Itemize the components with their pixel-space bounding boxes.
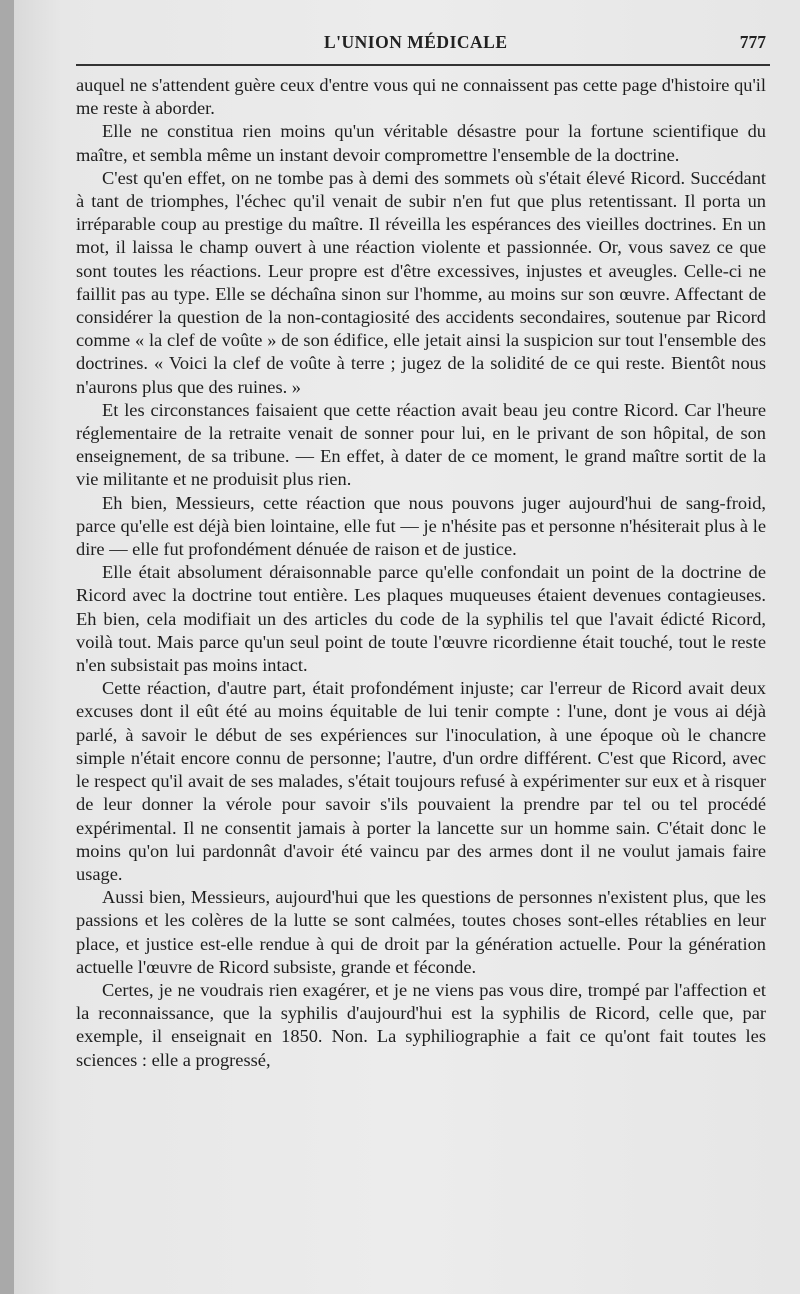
paragraph: C'est qu'en effet, on ne tombe pas à demi des sommets où s'était élevé Ricord. Succédant à tant de triomphes, l'échec qu'il venait de subir n'en fut que plus retentissant. Il porta un irréparable coup au prestige du maître. Il réveilla les espérances des vieilles doctrines. En un mot, il laissa le champ ouvert à une réaction violente et passionnée. Or, vous savez ce que sont toutes les réactions. Leur propre est d'être excessives, injustes et aveugles. Celle-ci ne faillit pas au type. Elle se déchaîna sinon sur l'homme, au moins sur son œuvre. Affectant de considérer la question de la non-contagiosité des accidents secondaires, soutenue par Ricord comme « la clef de voûte » de son édifice, elle jetait ainsi la suspicion sur tout l'ensemble des doctrines. « Voici la clef de voûte à terre ; jugez de la solidité de ce qui reste. Bientôt nous n'aurons plus que des ruines. » <box>76 167 766 397</box>
page-number: 777 <box>739 32 766 52</box>
paragraph: Elle était absolument déraisonnable parce qu'elle confondait un point de la doctrine de Ricord avec la doctrine tout entière. Les plaques muqueuses étaient devenues contagieuses. Eh bien, cela modifiait un des articles du code de la syphilis tel que l'avait édicté Ricord, voilà tout. Mais parce qu'un seul point de toute l'œuvre ricordienne était touché, tout le reste n'en subsistait pas moins intact. <box>76 562 766 676</box>
document-page <box>14 0 800 1294</box>
paragraph: Cette réaction, d'autre part, était profondément injuste; car l'erreur de Ricord avait deux excuses dont il eût été au moins équitable de lui tenir compte : l'une, dont je vous ai déjà parlé, à savoir le début de ses expériences sur l'inoculation, à une époque où le chancre simple n'était encore connu de personne; l'autre, d'un ordre différent. C'est que Ricord, avec le respect qu'il avait de ses malades, s'était toujours refusé à expérimenter sur eux et à risquer de leur donner la vérole pour savoir s'ils pouvaient la prendre par tel ou tel procédé expérimental. Il ne consentit jamais à porter la lancette sur un homme sain. C'était donc le moins qu'on lui pardonnât d'avoir été vaincu par des armes dont il ne voulut jamais faire usage. <box>76 678 766 884</box>
paragraph: Elle ne constitua rien moins qu'un véritable désastre pour la fortune scientifique du maître, et sembla même un instant devoir compromettre l'ensemble de la doctrine. <box>76 121 766 165</box>
body-text <box>76 74 766 1072</box>
paragraph: Aussi bien, Messieurs, aujourd'hui que les questions de personnes n'existent plus, que les passions et les colères de la lutte se sont calmées, toutes choses sont-elles rétablies en leur place, et justice est-elle rendue à qui de droit par la génération actuelle. Pour la génération actuelle l'œuvre de Ricord subsiste, grande et féconde. <box>76 887 766 977</box>
page-header <box>14 30 800 60</box>
header-rule <box>76 64 770 66</box>
paragraph: Eh bien, Messieurs, cette réaction que nous pouvons juger aujourd'hui de sang-froid, parce qu'elle est déjà bien lointaine, elle fut — je n'hésite pas et personne n'hésiterait plus à le dire — elle fut profondément dénuée de raison et de justice. <box>76 492 766 560</box>
running-title: L'UNION MÉDICALE <box>324 32 508 52</box>
paragraph: Certes, je ne voudrais rien exagérer, et je ne viens pas vous dire, trompé par l'affection et la reconnaissance, que la syphilis d'aujourd'hui est la syphilis de Ricord, celle que, par exemple, il enseignait en 1850. Non. La syphiliographie a fait ce qu'ont fait toutes les sciences : elle a progressé, <box>76 979 766 1070</box>
paragraph: Et les circonstances faisaient que cette réaction avait beau jeu contre Ricord. Car l'heure réglementaire de la retraite venait de sonner pour lui, en le privant de son hôpital, de son enseignement, de sa tribune. — En effet, à dater de ce moment, le grand maître sortit de la vie militante et ne produisit plus rien. <box>76 399 766 490</box>
paragraph: auquel ne s'attendent guère ceux d'entre vous qui ne connaissent pas cette page d'histoire qu'il me reste à aborder. <box>76 75 766 119</box>
